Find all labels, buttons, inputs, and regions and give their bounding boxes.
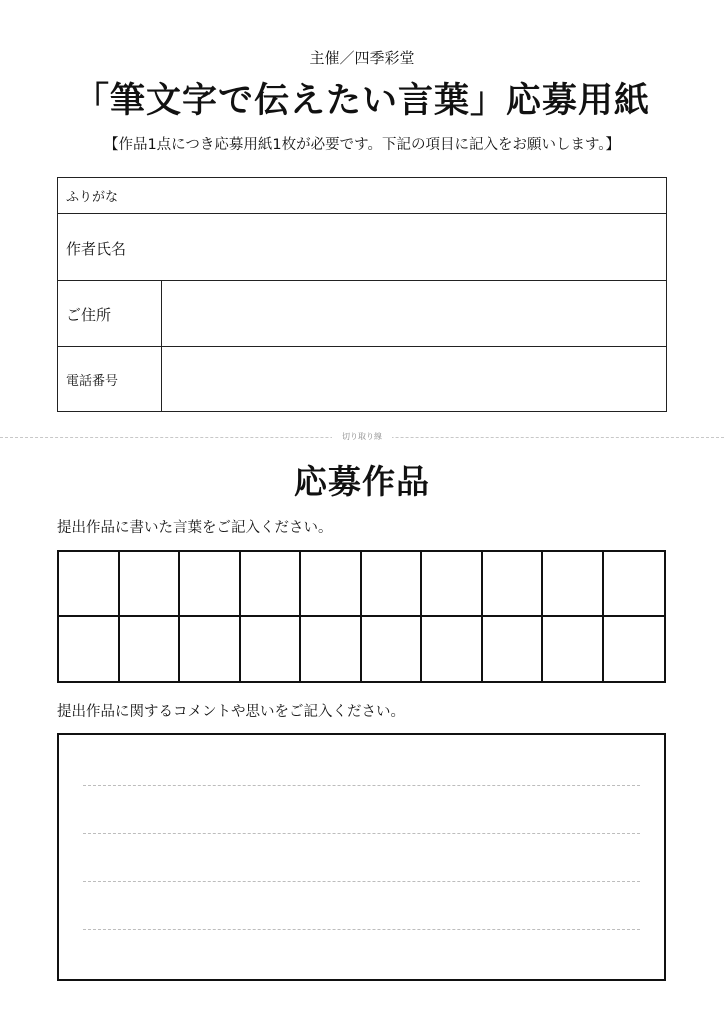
grid-cell[interactable] (59, 552, 120, 617)
address-label: ご住所 (66, 306, 112, 324)
comment-writing-line (83, 785, 640, 786)
grid-cell[interactable] (362, 617, 423, 682)
comment-instruction: 提出作品に関するコメントや思いをご記入ください。 (57, 704, 405, 720)
grid-cell[interactable] (120, 552, 181, 617)
page-title: 「筆文字で伝えたい言葉」応募用紙 (73, 81, 650, 121)
author-name-row[interactable] (58, 213, 666, 280)
organizer-text: 主催／四季彩堂 (309, 49, 415, 67)
grid-cell[interactable] (59, 617, 120, 682)
author-name-label: 作者氏名 (66, 240, 127, 258)
grid-cell[interactable] (422, 552, 483, 617)
phone-label: 電話番号 (66, 374, 119, 389)
grid-cell[interactable] (604, 617, 665, 682)
phone-field[interactable] (162, 347, 666, 411)
grid-cell[interactable] (301, 552, 362, 617)
address-row (58, 280, 666, 346)
applicant-info-table (57, 177, 667, 412)
address-field[interactable] (162, 281, 666, 346)
phone-row (58, 346, 666, 411)
grid-cell[interactable] (604, 552, 665, 617)
manuscript-grid (57, 550, 666, 683)
furigana-label: ふりがな (66, 190, 119, 205)
comment-writing-line (83, 833, 640, 834)
grid-cell[interactable] (180, 552, 241, 617)
grid-cell[interactable] (241, 617, 302, 682)
comment-writing-line (83, 881, 640, 882)
grid-cell[interactable] (543, 552, 604, 617)
furigana-row[interactable] (58, 178, 666, 213)
grid-cell[interactable] (120, 617, 181, 682)
grid-cell[interactable] (422, 617, 483, 682)
cut-line-label: 切り取り線 (332, 430, 392, 444)
grid-cell[interactable] (362, 552, 423, 617)
comment-box[interactable] (57, 733, 666, 981)
grid-cell[interactable] (180, 617, 241, 682)
grid-cell[interactable] (483, 552, 544, 617)
words-instruction: 提出作品に書いた言葉をご記入ください。 (57, 520, 333, 536)
form-notice: 【作品1点につき応募用紙1枚が必要です。下記の項目に記入をお願いします。】 (103, 137, 621, 153)
entry-section-title: 応募作品 (294, 462, 430, 501)
grid-cell[interactable] (301, 617, 362, 682)
grid-cell[interactable] (543, 617, 604, 682)
comment-writing-line (83, 929, 640, 930)
grid-cell[interactable] (483, 617, 544, 682)
grid-cell[interactable] (241, 552, 302, 617)
